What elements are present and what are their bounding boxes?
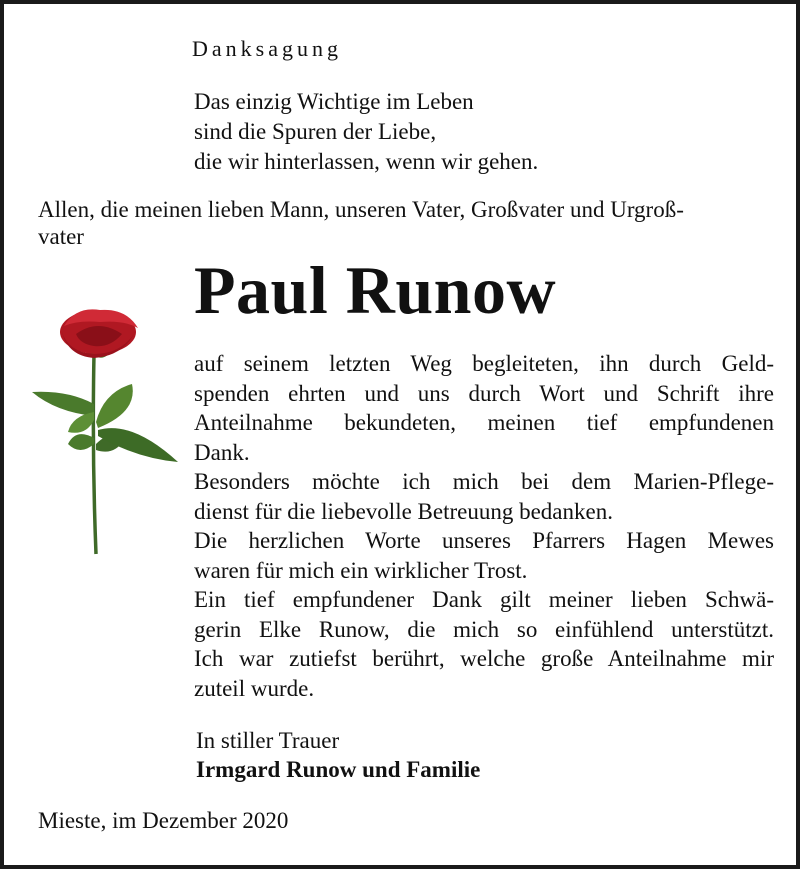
leaf (32, 392, 94, 416)
leaf (68, 434, 94, 450)
signature: Irmgard Runow und Familie (196, 757, 481, 782)
intro-line-2: vater (38, 224, 84, 249)
message-line: waren für mich ein wirklicher Trost. (194, 557, 528, 583)
message-line: Dank. (194, 439, 250, 465)
poem-line-2: sind die Spuren der Liebe, (194, 119, 437, 144)
message-body (194, 349, 774, 703)
message-line: spenden ehrten und uns durch Wort und Schrift ihre (194, 380, 774, 406)
intro-line-1: Allen, die meinen lieben Mann, unseren Vater, Großvater und Urgroß- (38, 197, 684, 222)
poem-line-1: Das einzig Wichtige im Leben (194, 89, 474, 114)
poem-line-3: die wir hinterlassen, wenn wir gehen. (194, 149, 539, 174)
message-line: Besonders möchte ich mich bei dem Marien-Pflege- (194, 469, 774, 494)
heading: Danksagung (192, 36, 342, 61)
rose-stem (93, 354, 96, 554)
message-line: gerin Elke Runow, die mich so einfühlend unterstützt. (194, 616, 774, 642)
message-line: Anteilnahme bekundeten, meinen tief empfundenen (194, 410, 774, 435)
leaf (68, 412, 94, 433)
place-date: Mieste, im Dezember 2020 (38, 808, 289, 833)
red-rose-icon (28, 304, 188, 560)
message-line: Die herzlichen Worte unseres Pfarrers Hagen Mewes (194, 528, 774, 553)
message-line: Ein tief empfundener Dank gilt meiner lieben Schwä- (194, 587, 774, 612)
message-line: dienst für die liebevolle Betreuung bedanken. (194, 498, 613, 524)
message-line: auf seinem letzten Weg begleiteten, ihn durch Geld- (194, 351, 774, 376)
deceased-name: Paul Runow (194, 252, 557, 328)
message-line: zuteil wurde. (194, 675, 315, 701)
message-line: Ich war zutiefst berührt, welche große Anteilnahme mir (194, 646, 774, 671)
leaf (96, 384, 133, 428)
closing-phrase: In stiller Trauer (196, 728, 340, 753)
